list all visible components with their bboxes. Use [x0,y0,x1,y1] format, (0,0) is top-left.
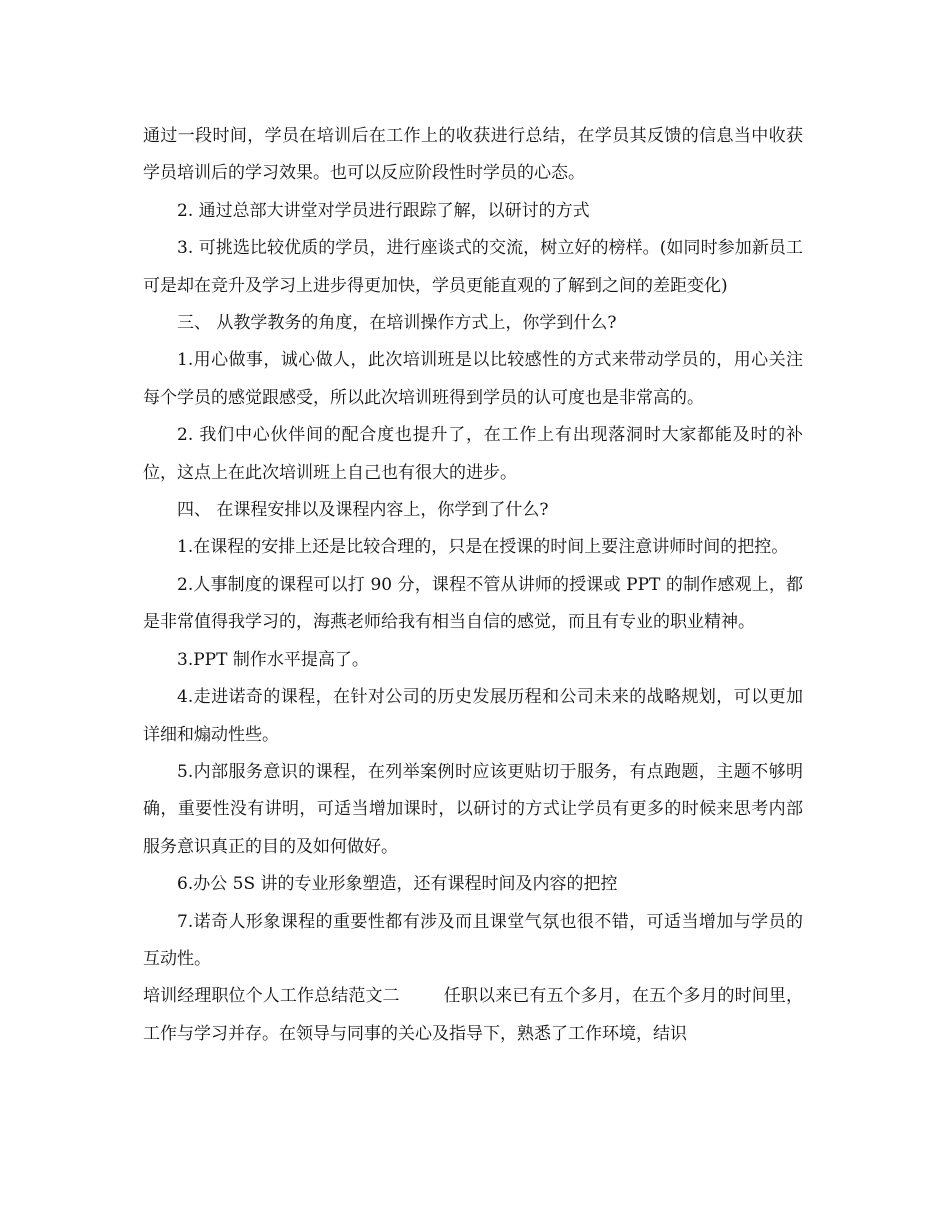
paragraph: 6.办公 5S 讲的专业形象塑造，还有课程时间及内容的把控 [177,874,618,895]
paragraph: 4.走进诺奇的课程，在针对公司的历史发展历程和公司未来的战略规划，可以更加详细和煽动性些。 [143,687,803,745]
paragraph: 通过一段时间，学员在培训后在工作上的收获进行总结，在学员其反馈的信息当中收获学员培训后的学习效果。也可以反应阶段性时学员的心态。 [143,126,803,184]
paragraph: 2. 通过总部大讲堂对学员进行跟踪了解，以研讨的方式 [177,200,590,221]
paragraph: 3. 可挑选比较优质的学员，进行座谈式的交流，树立好的榜样。(如同时参加新员工可是却在竞升及学习上进步得更加快，学员更能直观的了解到之间的差距变化) [143,238,803,296]
paragraph: 1.在课程的安排上还是比较合理的，只是在授课的时间上要注意讲师时间的把控。 [177,537,789,558]
section-body: 任职以来已有五个多月，在五个多月的时间里，工作与学习并存。在领导与同事的关心及指导下，熟悉了工作环境，结识 [143,986,804,1044]
section-title: 培训经理职位个人工作总结范文二 [143,986,400,1007]
paragraph: 1.用心做事，诚心做人，此次培训班是以比较感性的方式来带动学员的，用心关注每个学员的感觉跟感受，所以此次培训班得到学员的认可度也是非常高的。 [143,350,803,408]
paragraph: 2.人事制度的课程可以打 90 分，课程不管从讲师的授课或 PPT 的制作感观上，都是非常值得我学习的，海燕老师给我有相当自信的感觉，而且有专业的职业精神。 [143,574,803,633]
paragraph: 5.内部服务意识的课程，在列举案例时应该更贴切于服务，有点跑题，主题不够明确，重要性没有讲明，可适当增加课时，以研讨的方式让学员有更多的时候来思考内部服务意识真正的目的及如何做好。 [143,761,803,857]
paragraph: 3.PPT 制作水平提高了。 [177,649,369,670]
section-heading: 四、 在课程安排以及课程内容上，你学到了什么? [177,500,549,521]
section-paragraph [143,978,803,1053]
paragraph: 2. 我们中心伙伴间的配合度也提升了，在工作上有出现落洞时大家都能及时的补位，这点上在此次培训班上自己也有很大的进步。 [143,425,803,483]
paragraph: 7.诺奇人形象课程的重要性都有涉及而且课堂气氛也很不错，可适当增加与学员的互动性。 [143,911,803,969]
section-heading: 三、 从教学教务的角度，在培训操作方式上，你学到什么? [177,313,617,334]
document-body [143,118,803,1053]
